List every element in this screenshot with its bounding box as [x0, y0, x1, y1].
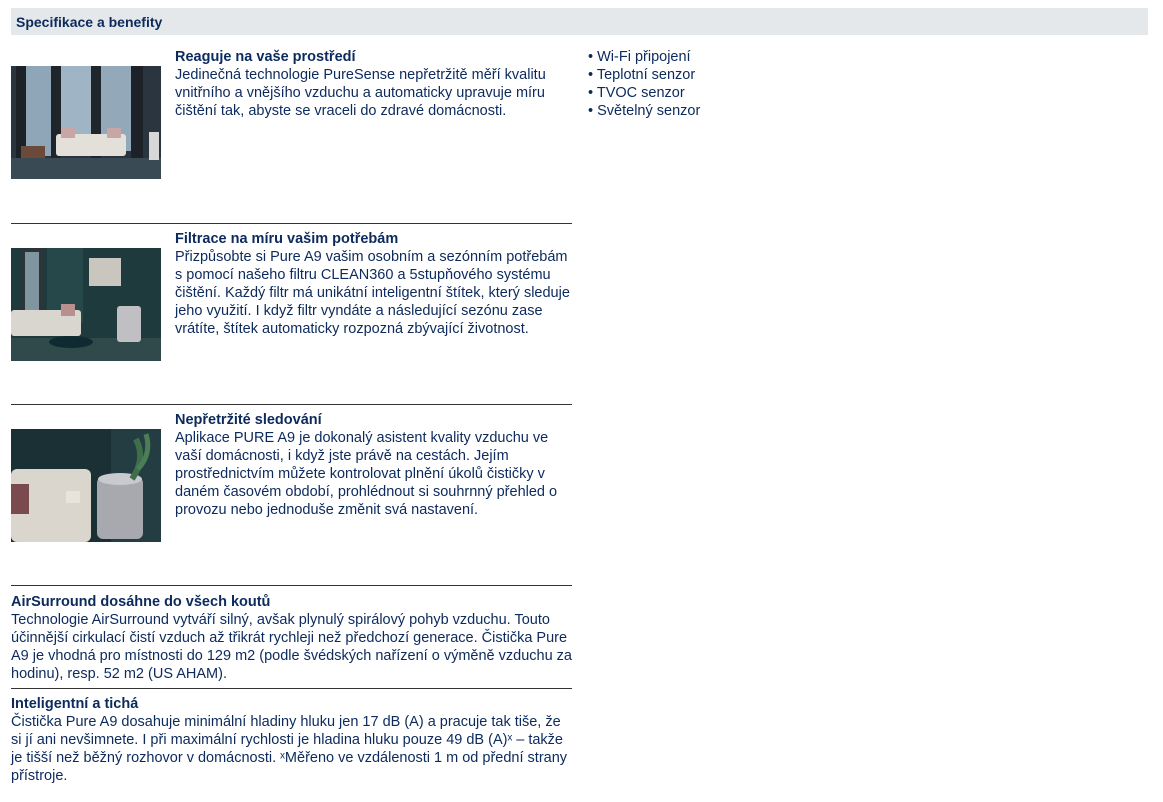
section-heading: Inteligentní a tichá — [11, 696, 139, 712]
divider — [11, 223, 572, 224]
spec-item: • Světelný senzor — [588, 102, 700, 120]
feature-title: Nepřetržité sledování — [175, 412, 322, 428]
feature-title: Reaguje na vaše prostředí — [175, 49, 356, 65]
divider — [11, 404, 572, 405]
living-room-photo — [11, 248, 161, 361]
purifier-photo — [11, 429, 161, 542]
divider — [11, 585, 572, 586]
feature-title: Filtrace na míru vašim potřebám — [175, 231, 399, 247]
section-title: Specifikace a benefity — [16, 14, 163, 30]
feature-description: Přizpůsobte si Pure A9 vašim osobním a sezónním potřebám s pomocí našeho filtru CLEAN360 a 5stupňového systému čištění. Každý filtr má unikátní inteligentní štítek, který sleduje jeho využití. I když filtr vyndáte a následující sezónu zase vrátíte, štítek automaticky rozpozná zbývající životnost. — [175, 249, 570, 337]
spec-item: • TVOC senzor — [588, 84, 700, 102]
spec-item: • Wi-Fi připojení — [588, 48, 700, 66]
spec-item: • Teplotní senzor — [588, 66, 700, 84]
section-description: Čistička Pure A9 dosahuje minimální hladiny hluku jen 17 dB (A) a pracuje tak tiše, že si jí ani nevšimnete. I při maximální rychlosti je hladina hluku pouze 49 dB (A)ˣ – takže je tišší než běžný rozhovor v domácnosti. ˣMěřeno ve vzdálenosti 1 m od přední strany přístroje. — [11, 714, 568, 784]
living-room-photo — [11, 66, 161, 179]
section-block — [11, 695, 572, 785]
spec-list — [588, 48, 700, 120]
feature-description: Jedinečná technologie PureSense nepřetržitě měří kvalitu vnitřního a vnějšího vzduchu a automaticky upravuje míru čištění tak, abyste se vraceli do zdravé domácnosti. — [175, 67, 546, 119]
section-heading: AirSurround dosáhne do všech koutů — [11, 594, 271, 610]
section-block — [11, 593, 572, 683]
section-description: Technologie AirSurround vytváří silný, avšak plynulý spirálový pohyb vzduchu. Touto účinnější cirkulací čistí vzduch až třikrát rychleji než předchozí generace. Čistička Pure A9 je vhodná pro místnosti do 129 m2 (podle švédských nařízení o výměně vzduchu za hodinu), resp. 52 m2 (US AHAM). — [11, 612, 572, 682]
section-header — [11, 8, 1148, 35]
feature-description: Aplikace PURE A9 je dokonalý asistent kvality vzduchu ve vaší domácnosti, i když jste právě na cestách. Jejím prostřednictvím můžete kontrolovat plnění úkolů čističky v daném časovém období, prohlédnout si souhrnný přehled o provozu nebo jednoduše změnit svá nastavení. — [175, 430, 558, 518]
divider — [11, 688, 572, 689]
